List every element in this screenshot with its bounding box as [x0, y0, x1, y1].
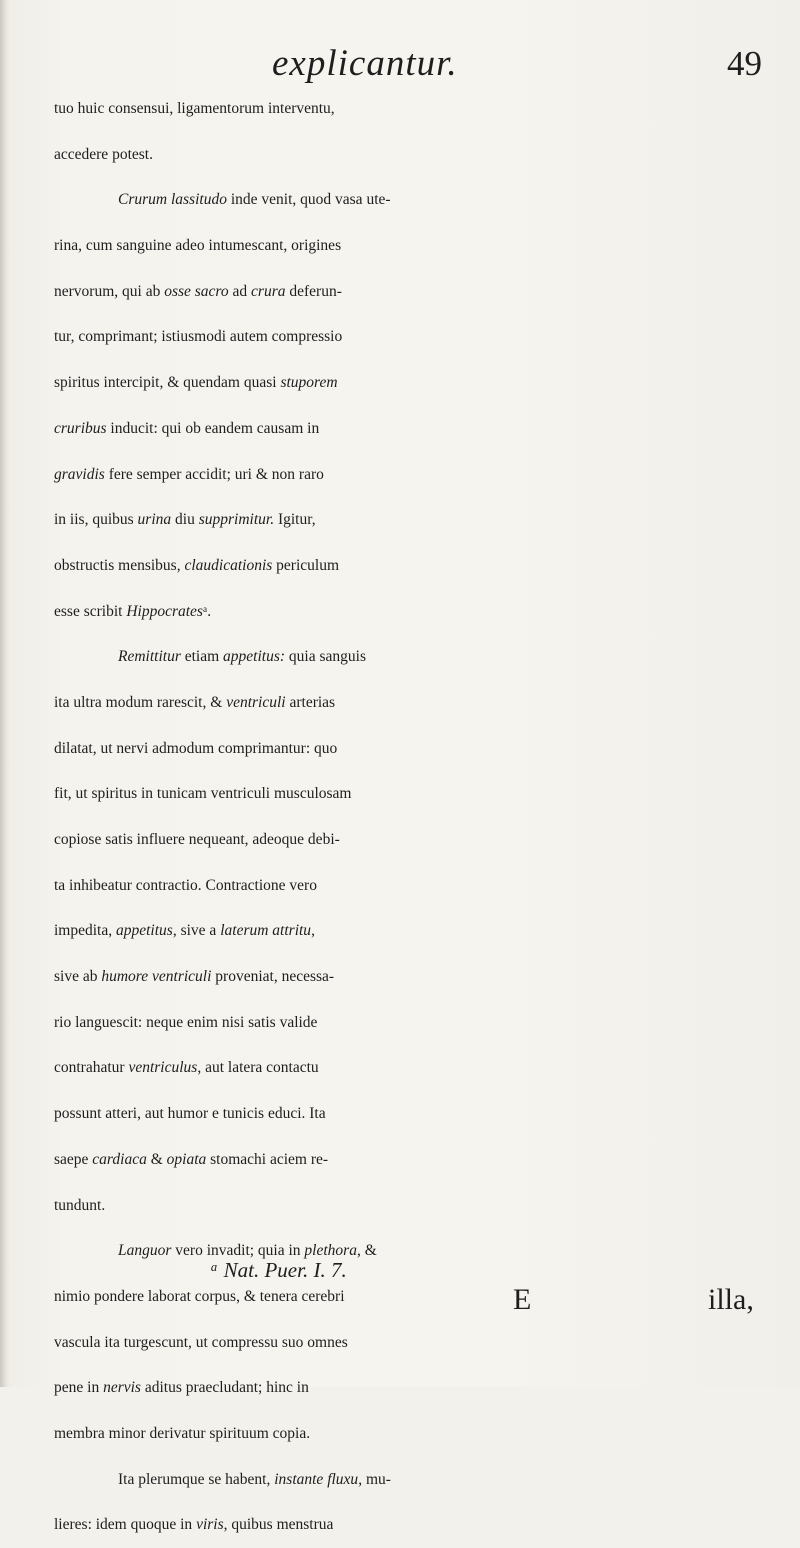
- running-head: explicantur.: [272, 43, 458, 84]
- text-run: , mu-: [358, 1470, 391, 1488]
- body-text: [54, 86, 774, 1548]
- italic-term: Hippocrates: [126, 602, 203, 620]
- text-run: sive ab: [54, 968, 102, 986]
- text-line: [54, 452, 774, 498]
- italic-term: Remittitur: [118, 648, 181, 666]
- italic-term: stuporem: [280, 374, 338, 392]
- italic-term: plethora: [304, 1242, 357, 1260]
- text-line: [54, 177, 774, 223]
- text-run: lieres: idem quoque in: [54, 1516, 197, 1534]
- text-run: ita ultra modum rarescit, &: [54, 693, 227, 711]
- text-line: [54, 1365, 774, 1411]
- text-run: ,: [311, 922, 315, 940]
- text-line: [54, 269, 774, 315]
- text-run: aditus praecludant; hinc in: [140, 1379, 309, 1397]
- text-run: Igitur,: [274, 511, 316, 529]
- text-run: fere semper accidit; uri & non raro: [104, 465, 324, 483]
- italic-term: opiata: [166, 1150, 207, 1168]
- italic-term: gravidis: [54, 465, 105, 483]
- text-run: diu: [171, 511, 199, 529]
- italic-term: Languor: [118, 1242, 172, 1260]
- text-line: [54, 726, 774, 772]
- text-line: [54, 1137, 774, 1183]
- italic-term: ventriculi: [226, 693, 286, 711]
- text-run: nimio pondere laborat corpus, & tenera cerebri: [54, 1287, 345, 1305]
- text-run: vero invadit; quia in: [171, 1242, 305, 1260]
- text-run: inducit: qui ob eandem causam in: [106, 419, 320, 437]
- text-run: nervorum, qui ab: [54, 282, 165, 300]
- text-run: obstructis mensibus,: [54, 556, 185, 574]
- text-run: ad: [228, 282, 252, 300]
- text-line: [54, 589, 774, 635]
- text-line: [54, 1411, 774, 1457]
- gutter-shadow: [0, 0, 10, 1387]
- text-run: pene in: [54, 1379, 104, 1397]
- text-line: [54, 1045, 774, 1091]
- text-run: accedere potest.: [54, 145, 153, 163]
- text-run: tuo huic consensui, ligamentorum interventu,: [54, 100, 335, 117]
- italic-term: crura: [251, 282, 286, 300]
- text-run: Ita plerumque se habent,: [118, 1470, 275, 1488]
- text-run: , &: [356, 1242, 377, 1260]
- italic-term: viris: [196, 1516, 224, 1534]
- text-run: stomachi aciem re-: [206, 1150, 329, 1168]
- italic-term: humore ventriculi: [101, 968, 212, 986]
- italic-term: appetitus:: [223, 648, 286, 666]
- text-line: [54, 1320, 774, 1366]
- text-run: in iis, quibus: [54, 511, 138, 529]
- page-header: [0, 42, 800, 92]
- text-run: deferun-: [285, 282, 342, 300]
- text-line: [54, 634, 774, 680]
- text-run: fit, ut spiritus in tunicam ventriculi musculosam: [54, 785, 352, 803]
- signature-mark: E: [513, 1283, 532, 1316]
- text-line: [54, 1228, 774, 1274]
- text-run: vascula ita turgescunt, ut compressu suo omnes: [54, 1333, 348, 1351]
- catchword: illa,: [708, 1283, 754, 1316]
- text-line: [54, 1000, 774, 1046]
- text-line: [54, 223, 774, 269]
- text-run: &: [146, 1150, 167, 1168]
- italic-term: claudicationis: [184, 556, 273, 574]
- text-line: [54, 908, 774, 954]
- text-line: [54, 954, 774, 1000]
- italic-term: urina: [137, 511, 172, 529]
- text-run: membra minor derivatur spirituum copia.: [54, 1424, 311, 1442]
- text-line: [54, 360, 774, 406]
- text-run: , quibus menstrua: [223, 1516, 334, 1534]
- italic-term: cruribus: [54, 419, 107, 437]
- text-run: periculum: [272, 556, 340, 574]
- italic-term: appetitus: [116, 922, 173, 940]
- text-line: [54, 771, 774, 817]
- text-line: [54, 1091, 774, 1137]
- text-run: copiose satis influere nequeant, adeoque debi-: [54, 831, 340, 848]
- text-run: , sive a: [172, 922, 221, 940]
- italic-term: supprimitur.: [198, 511, 275, 529]
- text-run: contrahatur: [54, 1059, 129, 1077]
- text-run: inde venit, quod vasa ute-: [226, 191, 391, 209]
- text-run: etiam: [180, 648, 224, 666]
- text-line: [54, 86, 774, 132]
- text-run: tur, comprimant; istiusmodi autem compressio: [54, 328, 343, 346]
- text-run: impedita,: [54, 922, 116, 940]
- text-line: [54, 817, 774, 863]
- text-line: [54, 406, 774, 452]
- text-run: saepe: [54, 1150, 93, 1168]
- italic-term: instante fluxu: [274, 1470, 359, 1488]
- text-line: [54, 680, 774, 726]
- text-line: [54, 132, 774, 178]
- text-line: [54, 314, 774, 360]
- italic-term: ventriculus: [128, 1059, 198, 1077]
- footnote: ᵃ Nat. Puer. I. 7.: [210, 1258, 347, 1282]
- page-foot: [0, 1283, 800, 1323]
- italic-term: Crurum lassitudo: [118, 191, 227, 209]
- text-run: quia sanguis: [285, 648, 366, 666]
- text-run: arterias: [285, 693, 336, 711]
- text-run: rio languescit: neque enim nisi satis valide: [54, 1013, 318, 1031]
- text-line: [54, 1183, 774, 1229]
- italic-term: cardiaca: [92, 1150, 147, 1168]
- text-line: [54, 1502, 774, 1548]
- italic-term: osse sacro: [164, 282, 229, 300]
- text-run: tundunt.: [54, 1196, 106, 1214]
- page-number: 49: [727, 44, 762, 83]
- text-run: dilatat, ut nervi admodum comprimantur: quo: [54, 739, 338, 757]
- text-run: possunt atteri, aut humor e tunicis educi. Ita: [54, 1105, 326, 1123]
- italic-term: nervis: [103, 1379, 141, 1397]
- text-line: [54, 1457, 774, 1503]
- italic-term: laterum attritu: [220, 922, 312, 940]
- text-run: ᵃ.: [202, 602, 212, 620]
- text-run: , aut latera contactu: [197, 1059, 319, 1077]
- text-run: spiritus intercipit, & quendam quasi: [54, 374, 281, 392]
- text-run: proveniat, necessa-: [211, 968, 335, 986]
- text-run: rina, cum sanguine adeo intumescant, origines: [54, 237, 342, 255]
- text-line: [54, 543, 774, 589]
- text-line: [54, 497, 774, 543]
- text-line: [54, 863, 774, 909]
- text-run: ta inhibeatur contractio. Contractione vero: [54, 876, 317, 894]
- text-run: esse scribit: [54, 602, 127, 620]
